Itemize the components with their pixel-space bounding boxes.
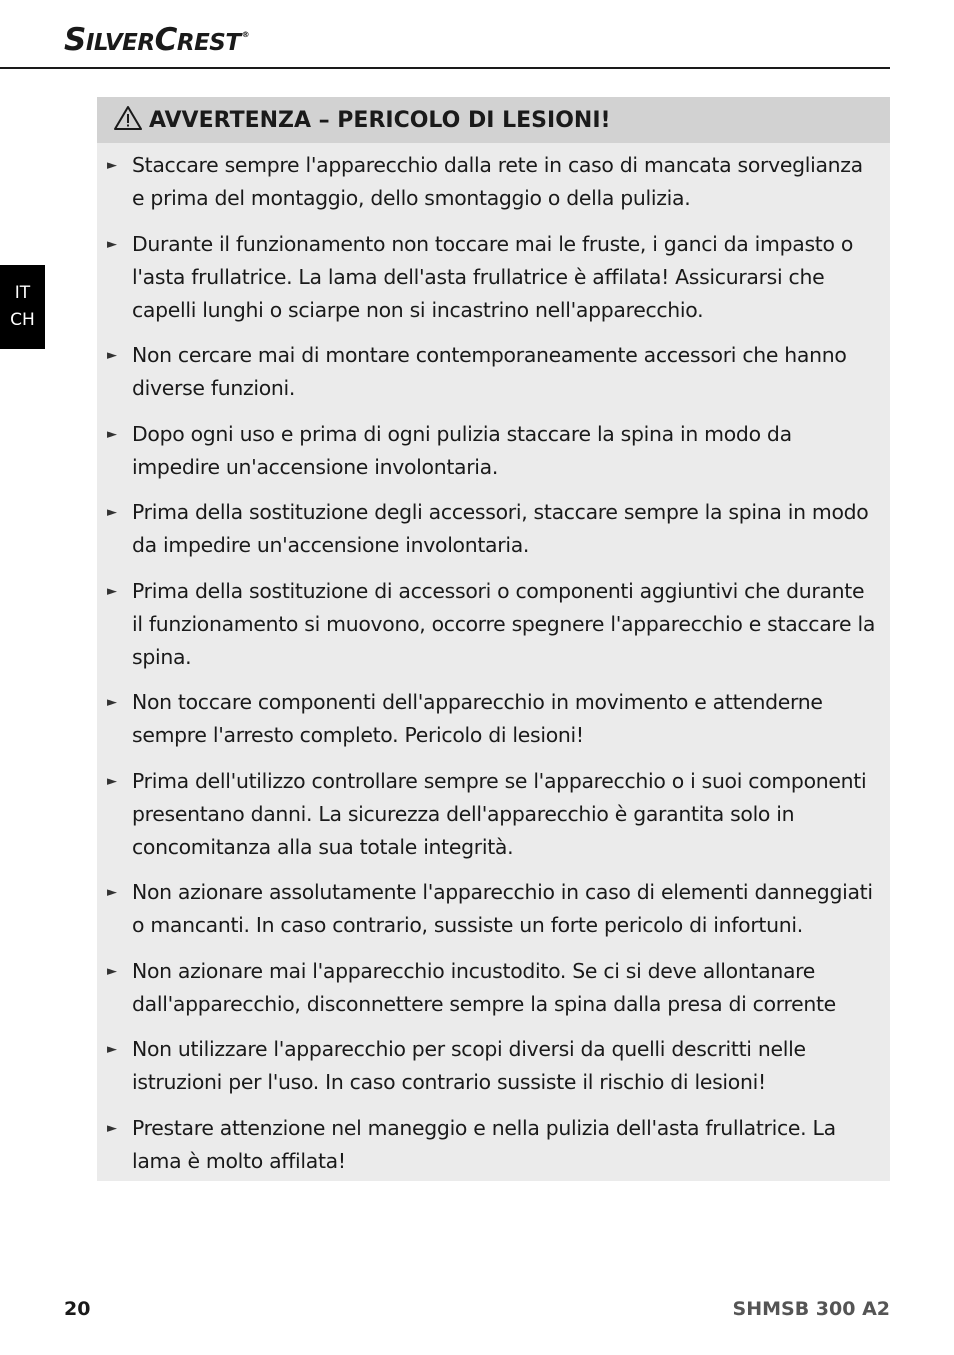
warning-item: [97, 686, 890, 752]
warning-item-text: Dopo ogni uso e prima di ogni pulizia staccare la spina in modo da impedire un'accensione involontaria.: [132, 421, 792, 479]
warning-item: [97, 876, 890, 942]
logo-text: REST: [176, 30, 241, 56]
warning-item-text: Prima dell'utilizzo controllare sempre se l'apparecchio o i suoi componenti presentano danni. La sicurezza dell'apparecchio è garantita solo in concomitanza alla sua totale integrità.: [132, 768, 867, 859]
arrow-right-icon: ►: [107, 236, 117, 252]
warning-item: [97, 496, 890, 562]
warning-title: AVVERTENZA – PERICOLO DI LESIONI!: [149, 107, 611, 133]
arrow-right-icon: ►: [107, 505, 117, 520]
arrow-right-icon: ►: [107, 963, 117, 979]
brand-logo: [64, 22, 249, 58]
language-tab: [0, 265, 45, 349]
warning-item-text: Prima della sostituzione di accessori o componenti aggiuntivi che durante il funzionamento si muovono, occorre spegnere l'apparecchio e staccare la spina.: [132, 578, 876, 669]
arrow-right-icon: ►: [107, 1042, 117, 1057]
arrow-right-icon: ►: [107, 695, 117, 710]
warning-item: [97, 1112, 890, 1178]
arrow-right-icon: ►: [107, 773, 117, 789]
warning-list: [97, 143, 890, 1178]
arrow-right-icon: ►: [107, 583, 117, 599]
logo-text: ILVER: [85, 30, 155, 56]
logo-letter: C: [154, 22, 177, 58]
warning-item-text: Staccare sempre l'apparecchio dalla rete in caso di mancata sorveglianza e prima del montaggio, dello smontaggio o della pulizia.: [132, 153, 863, 210]
warning-item: [97, 955, 890, 1021]
warning-triangle-icon: [113, 105, 143, 131]
warning-item: [97, 575, 890, 674]
warning-item: [97, 1033, 890, 1099]
registered-mark: ®: [241, 30, 250, 39]
model-number: SHMSB 300 A2: [732, 1298, 890, 1320]
warning-item: [97, 149, 890, 215]
country-code: CH: [10, 310, 35, 330]
warning-item: [97, 418, 890, 484]
arrow-right-icon: ►: [107, 158, 117, 173]
arrow-right-icon: ►: [107, 1120, 117, 1136]
warning-item: [97, 228, 890, 327]
arrow-right-icon: ►: [107, 426, 117, 442]
arrow-right-icon: ►: [107, 348, 117, 363]
warning-item-text: Non azionare mai l'apparecchio incustodito. Se ci si deve allontanare dall'apparecchio, disconnettere sempre la spina dalla presa di corrente: [132, 958, 836, 1016]
warning-box: [97, 97, 890, 1181]
warning-item: [97, 339, 890, 405]
warning-item-text: Non utilizzare l'apparecchio per scopi diversi da quelli descritti nelle istruzioni per l'uso. In caso contrario sussiste il rischio di lesioni!: [132, 1037, 806, 1094]
warning-item-text: Durante il funzionamento non toccare mai le fruste, i ganci da impasto o l'asta frullatrice. La lama dell'asta frullatrice è affilata! Assicurarsi che capelli lunghi o sciarpe non si incastrino nell'apparecchio.: [132, 231, 853, 322]
page-number: 20: [64, 1298, 91, 1320]
header-rule: [0, 67, 890, 69]
arrow-right-icon: ►: [107, 885, 117, 900]
warning-item-text: Prima della sostituzione degli accessori, staccare sempre la spina in modo da impedire un'accensione involontaria.: [132, 500, 869, 557]
language-code: IT: [14, 283, 31, 303]
warning-item-text: Non azionare assolutamente l'apparecchio in caso di elementi danneggiati o mancanti. In caso contrario, sussiste un forte pericolo di infortuni.: [132, 880, 873, 937]
logo-letter: S: [64, 22, 86, 58]
warning-item-text: Non toccare componenti dell'apparecchio in movimento e attenderne sempre l'arresto completo. Pericolo di lesioni!: [132, 690, 823, 747]
warning-header: [97, 97, 890, 143]
warning-item: [97, 765, 890, 864]
warning-item-text: Prestare attenzione nel maneggio e nella pulizia dell'asta frullatrice. La lama è molto affilata!: [132, 1115, 836, 1173]
warning-item-text: Non cercare mai di montare contemporaneamente accessori che hanno diverse funzioni.: [132, 343, 847, 400]
